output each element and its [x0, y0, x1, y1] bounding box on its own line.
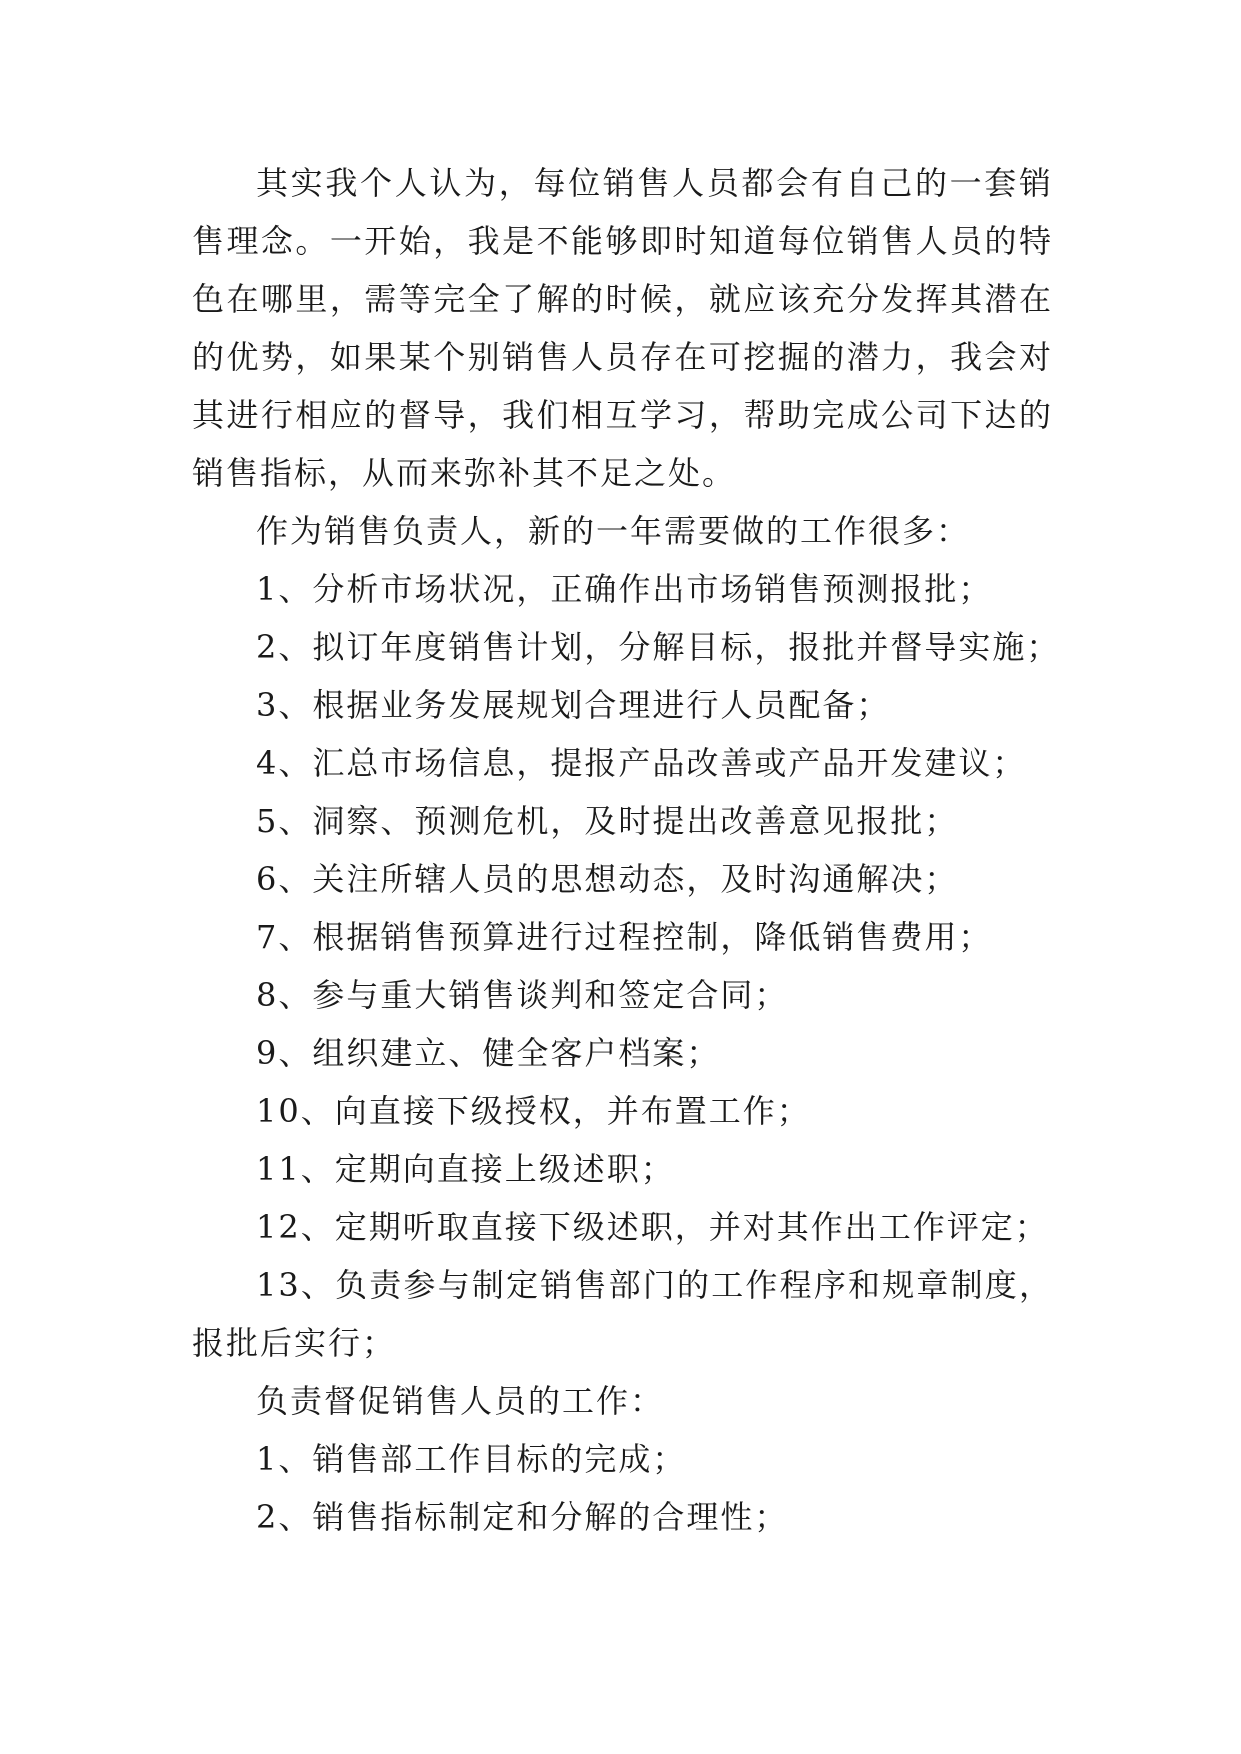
task-item: 6、关注所辖人员的思想动态，及时沟通解决；	[256, 860, 959, 898]
intro-paragraph: 其实我个人认为，每位销售人员都会有自己的一套销售理念。一开始，我是不能够即时知道每位销售人员的特色在哪里，需等完全了解的时候，就应该充分发挥其潜在的优势，如果某个别销售人员存在可挖掘的潜力，我会对其进行相应的督导，我们相互学习，帮助完成公司下达的销售指标，从而来弥补其不足之处。	[192, 164, 1053, 492]
task-item: 13、负责参与制定销售部门的工作程序和规章制度，报批后实行；	[192, 1266, 1053, 1362]
responsibilities-heading: 作为销售负责人，新的一年需要做的工作很多：	[256, 512, 971, 550]
supervision-heading: 负责督促销售人员的工作：	[256, 1382, 665, 1420]
task-item: 9、组织建立、健全客户档案；	[256, 1034, 721, 1072]
task-item: 8、参与重大销售谈判和签定合同；	[256, 976, 789, 1014]
document-body	[192, 154, 1061, 1546]
task-item: 11、定期向直接上级述职；	[256, 1150, 675, 1188]
task-item: 4、汇总市场信息，提报产品改善或产品开发建议；	[256, 744, 1027, 782]
task-item: 3、根据业务发展规划合理进行人员配备；	[256, 686, 891, 724]
task-item: 5、洞察、预测危机，及时提出改善意见报批；	[256, 802, 959, 840]
task-item: 12、定期听取直接下级述职，并对其作出工作评定；	[256, 1208, 1049, 1246]
supervision-item: 1、销售部工作目标的完成；	[256, 1440, 687, 1478]
task-item: 10、向直接下级授权，并布置工作；	[256, 1092, 811, 1130]
supervision-item: 2、销售指标制定和分解的合理性；	[256, 1498, 789, 1536]
task-item: 7、根据销售预算进行过程控制，降低销售费用；	[256, 918, 993, 956]
task-item: 1、分析市场状况，正确作出市场销售预测报批；	[256, 570, 993, 608]
task-item: 2、拟订年度销售计划，分解目标，报批并督导实施；	[256, 628, 1061, 666]
